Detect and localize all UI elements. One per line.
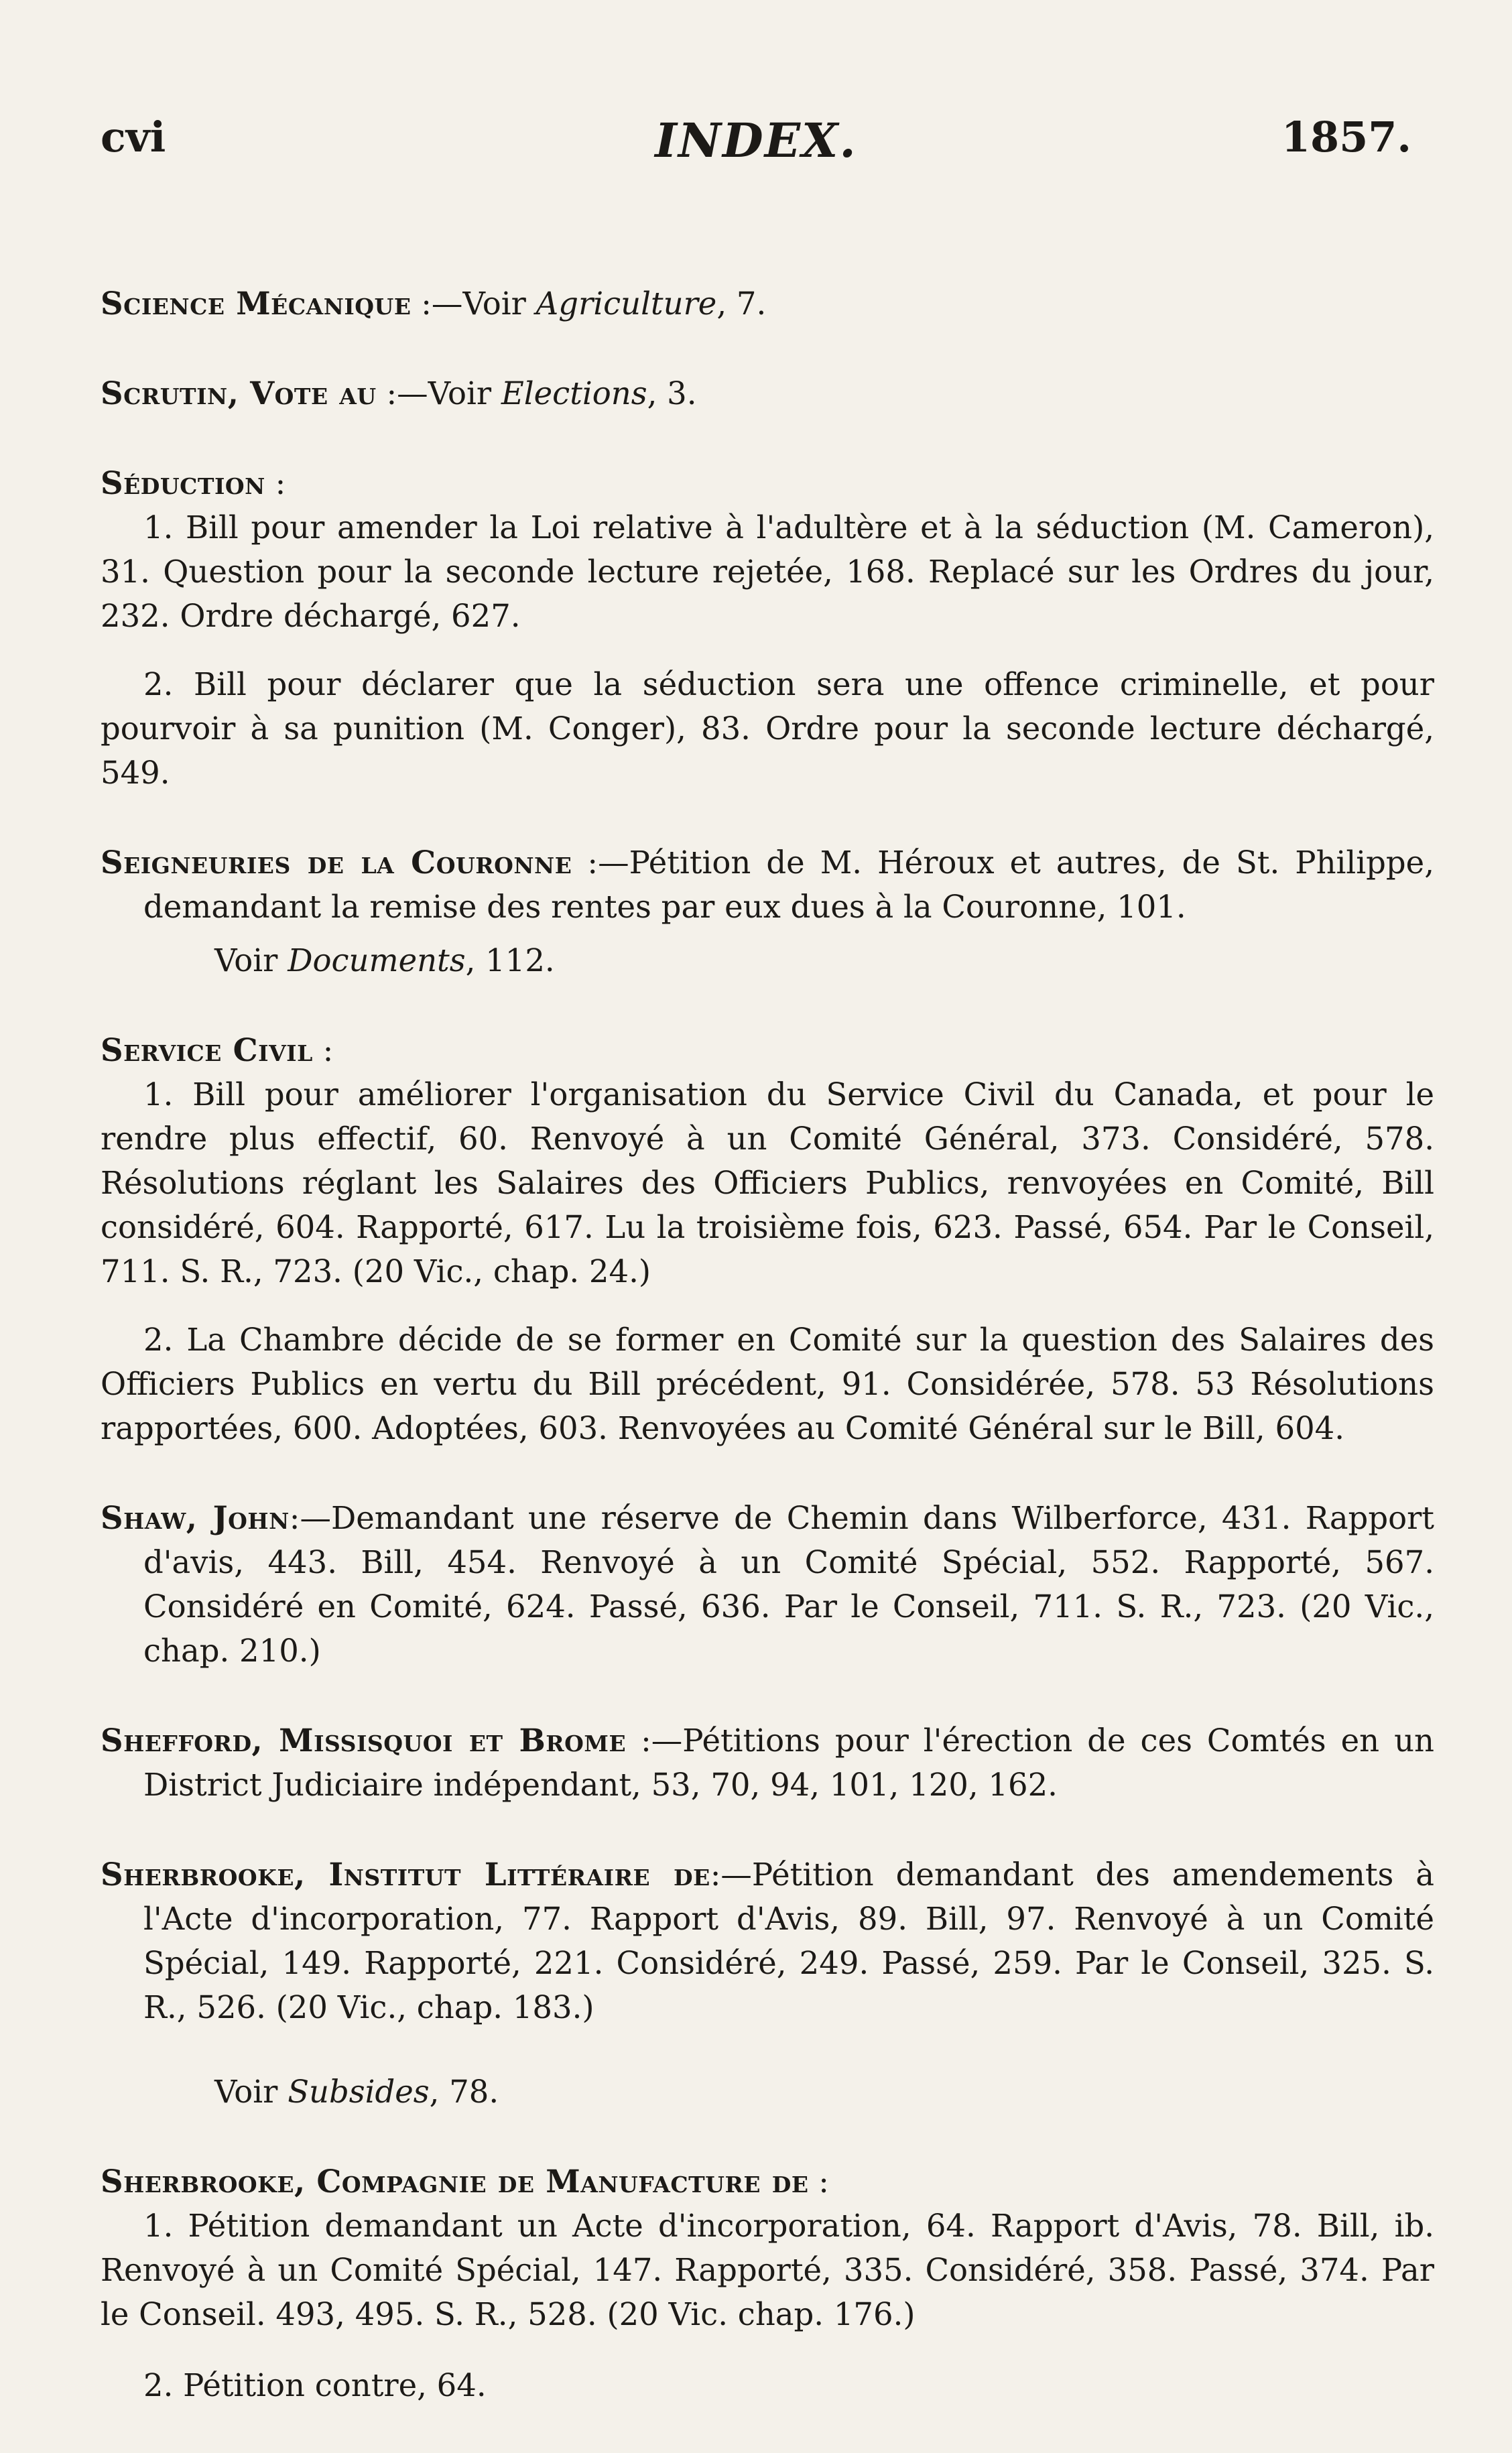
entry-separator: :—Voir bbox=[376, 375, 501, 412]
page-header bbox=[101, 101, 1411, 174]
see-also bbox=[101, 2070, 1434, 2114]
entry-heading: Shaw, John bbox=[101, 1499, 290, 1536]
entry-heading: Science Mécanique bbox=[101, 285, 412, 322]
entry-reference: Agriculture bbox=[536, 286, 717, 322]
page-number: cvi bbox=[101, 113, 166, 162]
entry-item: 1. Bill pour améliorer l'organisation du Service Civil du Canada, et pour le rendre plus effectif, 60. Renvoyé à un Comité Général, 373. Considéré, 578. Résolutions réglant les Salaires des Officiers Publics, renvoyées en Comité, Bill considéré, 604. Rapporté, 617. Lu la troisième fois, 623. Passé, 654. Par le Conseil, 711. S. R., 723. (20 Vic., chap. 24.) bbox=[101, 1076, 1434, 1290]
entry-heading: Séduction bbox=[101, 464, 265, 501]
see-also-label: Voir bbox=[214, 2074, 288, 2110]
entry-reference-page: , 7. bbox=[716, 286, 767, 322]
see-also-label: Voir bbox=[214, 942, 288, 979]
see-also-page: , 78. bbox=[429, 2074, 499, 2110]
index-entry bbox=[101, 371, 1434, 416]
page-year: 1857. bbox=[1281, 113, 1411, 162]
entry-separator: :—Voir bbox=[411, 286, 536, 322]
entry-heading: Shefford, Missisquoi et Brome bbox=[101, 1722, 627, 1759]
index-entry: Sherbrooke, Compagnie de Manufacture de : 1. Pétition demandant un Acte d'incorporation, 64. Rapport d'Avis, 78. Bill, ib. Renvoyé à un Comité Spécial, 147. Rapporté, 335. Considéré, 358. Passé, 374. Par le Conseil. 493, 495. S. R., 528. (20 Vic. chap. 176.) 2. Pétition contre, 64. bbox=[101, 2159, 1434, 2407]
entry-heading: Seigneuries de la Couronne bbox=[101, 844, 572, 881]
entry-text: :—Pétition de M. Héroux et autres, de St. Philippe, demandant la remise des rentes par eux dues à la Couronne, 101. bbox=[143, 844, 1434, 925]
entry-heading: Scrutin, Vote au bbox=[101, 375, 377, 412]
entry-item: 1. Pétition demandant un Acte d'incorporation, 64. Rapport d'Avis, 78. Bill, ib. Renvoyé à un Comité Spécial, 147. Rapporté, 335. Considéré, 358. Passé, 374. Par le Conseil. 493, 495. S. R., 528. (20 Vic. chap. 176.) bbox=[101, 2208, 1434, 2332]
entry-text: :—Pétition demandant des amendements à l'Acte d'incorporation, 77. Rapport d'Avis, 89. Bill, 97. Renvoyé à un Comité Spécial, 149. Rapporté, 221. Considéré, 249. Passé, 259. Par le Conseil, 325. S. R., 526. (20 Vic., chap. 183.) bbox=[143, 1857, 1434, 2025]
page-title: INDEX. bbox=[655, 113, 857, 168]
index-entry: Service Civil : 1. Bill pour améliorer l'organisation du Service Civil du Canada, et pour le rendre plus effectif, 60. Renvoyé à un Comité Général, 373. Considéré, 578. Résolutions réglant les Salaires des Officiers Publics, renvoyées en Comité, Bill considéré, 604. Rapporté, 617. Lu la troisième fois, 623. Passé, 654. Par le Conseil, 711. S. R., 723. (20 Vic., chap. 24.) 2. La Chambre décide de se former en Comité sur la question des Salaires des Officiers Publics en vertu du Bill précédent, 91. Considérée, 578. 53 Résolutions rapportées, 600. Adoptées, 603. Renvoyées au Comité Général sur le Bill, 604. bbox=[101, 1028, 1434, 1450]
entry-item: 2. Bill pour déclarer que la séduction sera une offence criminelle, et pour pourvoir à sa punition (M. Conger), 83. Ordre pour la seconde lecture déchargé, 549. bbox=[101, 666, 1434, 791]
index-entry bbox=[101, 1718, 1434, 1807]
entry-item: 2. Pétition contre, 64. bbox=[143, 2367, 487, 2403]
see-also-reference: Documents bbox=[288, 942, 466, 979]
index-entry bbox=[101, 840, 1434, 983]
entry-heading: Sherbrooke, Institut Littéraire de bbox=[101, 1856, 710, 1893]
index-entry bbox=[101, 281, 1434, 326]
entry-text: :—Demandant une réserve de Chemin dans Wilberforce, 431. Rapport d'avis, 443. Bill, 454. Renvoyé à un Comité Spécial, 552. Rapporté, 567. Considéré en Comité, 624. Passé, 636. Par le Conseil, 711. S. R., 723. (20 Vic., chap. 210.) bbox=[143, 1500, 1434, 1669]
entry-heading: Sherbrooke, Compagnie de Manufacture de bbox=[101, 2163, 809, 2200]
entry-heading: Service Civil bbox=[101, 1031, 313, 1068]
see-also-page: , 112. bbox=[465, 942, 555, 979]
index-entry bbox=[101, 1496, 1434, 1673]
entry-text: :—Pétitions pour l'érection de ces Comtés en un District Judiciaire indépendant, 53, 70, 94, 101, 120, 162. bbox=[143, 1722, 1434, 1803]
see-also-reference: Subsides bbox=[288, 2074, 430, 2110]
entry-item: 2. La Chambre décide de se former en Comité sur la question des Salaires des Officiers Publics en vertu du Bill précédent, 91. Considérée, 578. 53 Résolutions rapportées, 600. Adoptées, 603. Renvoyées au Comité Général sur le Bill, 604. bbox=[101, 1322, 1434, 1446]
entry-item: 1. Bill pour amender la Loi relative à l'adultère et à la séduction (M. Cameron), 31. Question pour la seconde lecture rejetée, 168. Replacé sur les Ordres du jour, 232. Ordre déchargé, 627. bbox=[101, 509, 1434, 634]
see-also bbox=[101, 938, 1434, 983]
index-entry bbox=[101, 1852, 1434, 2114]
index-entry: Séduction : 1. Bill pour amender la Loi relative à l'adultère et à la séduction (M. Cameron), 31. Question pour la seconde lecture rejetée, 168. Replacé sur les Ordres du jour, 232. Ordre déchargé, 627. 2. Bill pour déclarer que la séduction sera une offence criminelle, et pour pourvoir à sa punition (M. Conger), 83. Ordre pour la seconde lecture déchargé, 549. bbox=[101, 461, 1434, 795]
index-body bbox=[101, 281, 1434, 2453]
entry-reference-page: , 3. bbox=[647, 375, 697, 412]
entry-reference: Elections bbox=[501, 375, 647, 412]
